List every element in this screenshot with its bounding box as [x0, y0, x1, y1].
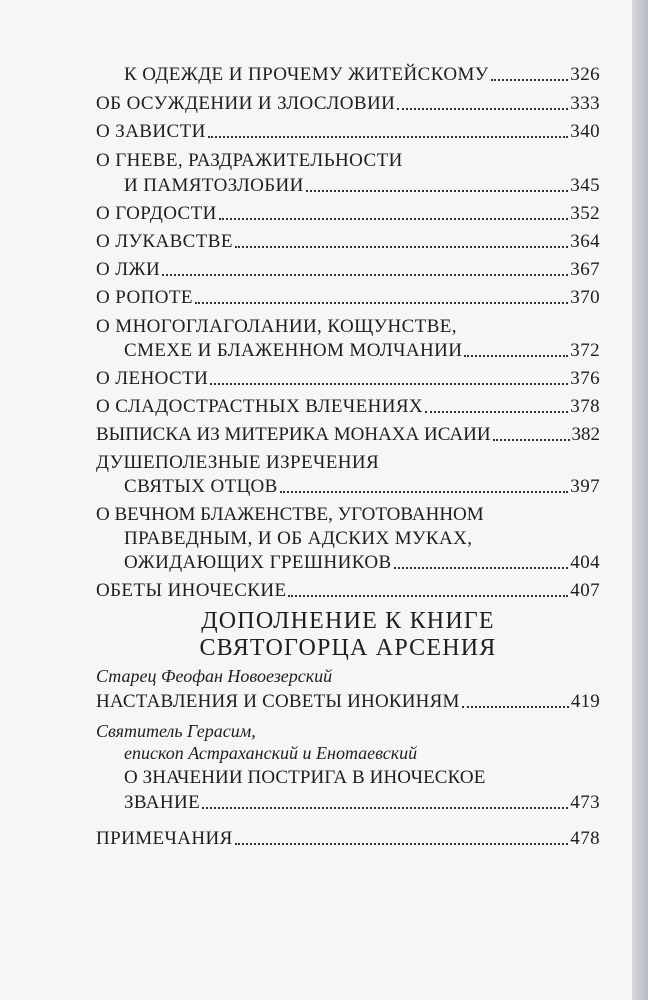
toc-entry-page: 376	[570, 368, 600, 389]
toc-entry-title: ОБ ОСУЖДЕНИИ И ЗЛОСЛОВИИ	[96, 93, 396, 114]
toc-entry-title: О ЗАВИСТИ	[96, 121, 206, 142]
dot-leader	[208, 119, 569, 138]
toc-entry	[124, 338, 600, 364]
toc-entry	[96, 91, 600, 117]
dot-leader	[195, 285, 568, 304]
toc-entry-title: НАСТАВЛЕНИЯ И СОВЕТЫ ИНОКИНЯМ	[96, 691, 460, 712]
toc-entry-title: ЗВАНИЕ	[124, 792, 201, 813]
toc-entry-title-line: О ЗНАЧЕНИИ ПОСТРИГА В ИНОЧЕСКОЕ	[124, 767, 486, 788]
toc-entry-page: 333	[570, 93, 600, 114]
toc-entry	[124, 550, 600, 576]
dot-leader	[464, 338, 568, 357]
dot-leader	[210, 366, 568, 385]
toc-entry	[96, 201, 600, 227]
author-name: Святитель Герасим,	[96, 721, 256, 741]
toc-entry	[124, 790, 600, 816]
toc-entry-title: И ПАМЯТОЗЛОБИИ	[124, 175, 304, 196]
dot-leader	[425, 394, 568, 413]
dot-leader	[280, 474, 569, 493]
dot-leader	[202, 790, 568, 809]
page-edge	[632, 0, 648, 1000]
toc-entry	[96, 422, 600, 448]
dot-leader	[235, 826, 569, 845]
toc-entry-page: 352	[570, 203, 600, 224]
toc-entry-title-line: ДУШЕПОЛЕЗНЫЕ ИЗРЕЧЕНИЯ	[96, 452, 380, 473]
toc-entry-page: 367	[570, 259, 600, 280]
dot-leader	[397, 91, 568, 110]
toc-entry-title: ПРИМЕЧАНИЯ	[96, 828, 233, 849]
author-name: Старец Феофан Новоезерский	[96, 666, 333, 686]
toc-entry-page: 407	[570, 580, 600, 601]
toc-entry	[96, 826, 600, 852]
toc-entry-title: ОЖИДАЮЩИХ ГРЕШНИКОВ	[124, 552, 392, 573]
dot-leader	[493, 422, 570, 441]
toc-entry	[96, 689, 600, 715]
supplement-heading-line1: ДОПОЛНЕНИЕ К КНИГЕ	[201, 608, 495, 634]
toc-entry-title: ВЫПИСКА ИЗ МИТЕРИКА МОНАХА ИСАИИ	[96, 424, 491, 445]
toc-entry-page: 419	[570, 691, 600, 712]
toc-entry	[96, 394, 600, 420]
toc-entry-title: СМЕХЕ И БЛАЖЕННОМ МОЛЧАНИИ	[124, 340, 463, 361]
toc-entry-title-line: О ГНЕВЕ, РАЗДРАЖИТЕЛЬНОСТИ	[96, 150, 403, 171]
dot-leader	[394, 550, 569, 569]
toc-entry-page: 382	[571, 424, 600, 445]
toc-entry-title-line: ПРАВЕДНЫМ, И ОБ АДСКИХ МУКАХ,	[124, 528, 473, 549]
toc-entry-page: 473	[570, 792, 600, 813]
toc-entry-title: О РОПОТЕ	[96, 287, 193, 308]
dot-leader	[462, 689, 569, 708]
toc-entry-page: 370	[570, 287, 600, 308]
toc-entry-title: О ЛЖИ	[96, 259, 161, 280]
toc-entry-page: 397	[570, 476, 600, 497]
toc-entry	[96, 119, 600, 145]
toc-entry-page: 364	[570, 231, 600, 252]
toc-entry-page: 326	[570, 64, 600, 85]
supplement-heading-line2: СВЯТОГОРЦА АРСЕНИЯ	[199, 635, 497, 661]
dot-leader	[235, 229, 568, 248]
toc-entry-title: ОБЕТЫ ИНОЧЕСКИЕ	[96, 580, 287, 601]
toc-entry-page: 478	[570, 828, 600, 849]
toc-entry-page: 404	[570, 552, 600, 573]
toc-entry	[96, 257, 600, 283]
toc-entry-title: К ОДЕЖДЕ И ПРОЧЕМУ ЖИТЕЙСКОМУ	[124, 64, 489, 85]
toc-entry-title-line: О МНОГОГЛАГОЛАНИИ, КОЩУНСТВЕ,	[96, 316, 457, 337]
dot-leader	[306, 173, 568, 192]
toc-entry-title: О ЛЕНОСТИ	[96, 368, 209, 389]
toc-entry	[96, 578, 600, 604]
toc-entry	[124, 62, 600, 88]
toc-entry-page: 345	[570, 175, 600, 196]
toc-entry-page: 372	[570, 340, 600, 361]
author-title: епископ Астраханский и Енотаевский	[124, 743, 418, 763]
toc-entry-title: О ЛУКАВСТВЕ	[96, 231, 233, 252]
toc-entry-page: 340	[570, 121, 600, 142]
toc-entry	[124, 173, 600, 199]
dot-leader	[491, 62, 569, 81]
toc-entry	[96, 229, 600, 255]
dot-leader	[219, 201, 569, 220]
dot-leader	[162, 257, 568, 276]
toc-entry-title: О СЛАДОСТРАСТНЫХ ВЛЕЧЕНИЯХ	[96, 396, 424, 417]
toc-entry-title-line: О ВЕЧНОМ БЛАЖЕНСТВЕ, УГОТОВАННОМ	[96, 504, 484, 525]
toc-entry	[124, 474, 600, 500]
toc-entry	[96, 285, 600, 311]
toc-entry-title: СВЯТЫХ ОТЦОВ	[124, 476, 278, 497]
dot-leader	[288, 578, 568, 597]
toc-entry	[96, 366, 600, 392]
toc-entry-title: О ГОРДОСТИ	[96, 203, 217, 224]
toc-entry-page: 378	[570, 396, 600, 417]
